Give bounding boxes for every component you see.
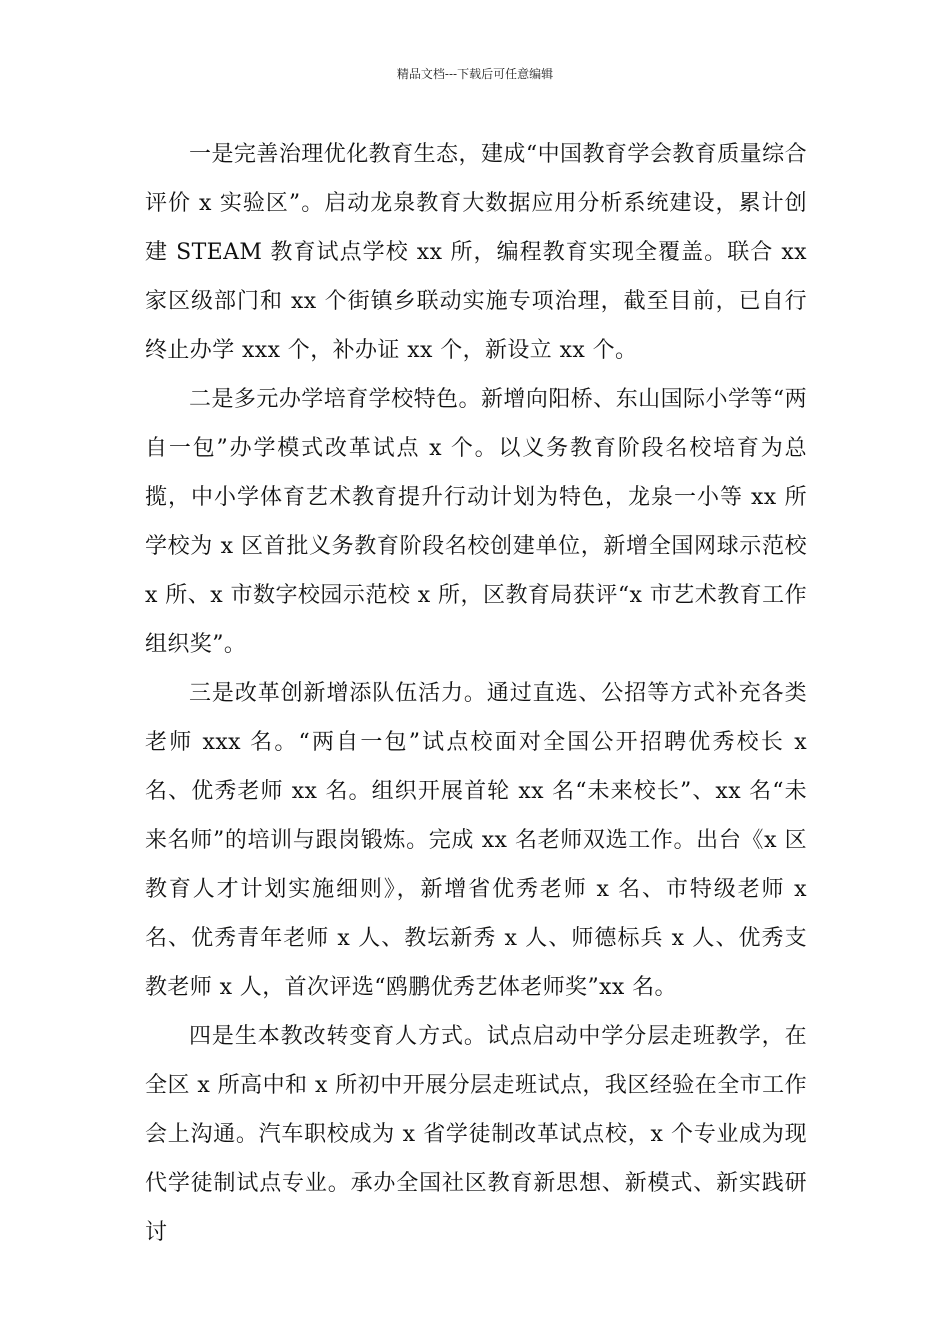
- paragraph-school-features: 二是多元办学培育学校特色。新增向阳桥、东山国际小学等“两自一包”办学模式改革试点 x 个。以义务教育阶段名校培育为总揽，中小学体育艺术教育提升行动计划为特色，龙泉一小等 xx 所学校为 x 区首批义务教育阶段名校创建单位，新增全国网球示范校 x 所、x 市数字校园示范校 x 所，区教育局获评“x 市艺术教育工作组织奖”。: [145, 387, 807, 657]
- paragraph-teacher-team: 三是改革创新增添队伍活力。通过直选、公招等方式补充各类老师 xxx 名。“两自一包”试点校面对全国公开招聘优秀校长 x 名、优秀老师 xx 名。组织开展首轮 xx 名“未来校长”、xx 名“未来名师”的培训与跟岗锻炼。完成 xx 名老师双选工作。出台《x 区教育人才计划实施细则》，新增省优秀老师 x 名、市特级老师 x 名、优秀青年老师 x 人、教坛新秀 x 人、师德标兵 x 人、优秀支教老师 x 人，首次评选“鸥鹏优秀艺体老师奖”xx 名。: [145, 681, 807, 1000]
- document-body: [145, 130, 807, 1257]
- paragraph-teaching-reform: 四是生本教改转变育人方式。试点启动中学分层走班教学，在全区 x 所高中和 x 所初中开展分层走班试点，我区经验在全市工作会上沟通。汽车职校成为 x 省学徒制改革试点校，x 个专业成为现代学徒制试点专业。承办全国社区教育新思想、新模式、新实践研讨: [145, 1024, 807, 1245]
- page-header: 精品文档---下载后可任意编辑: [396, 67, 554, 81]
- paragraph-governance: 一是完善治理优化教育生态，建成“中国教育学会教育质量综合评价 x 实验区”。启动龙泉教育大数据应用分析系统建设，累计创建 STEAM 教育试点学校 xx 所，编程教育实现全覆盖。联合 xx 家区级部门和 xx 个街镇乡联动实施专项治理，截至目前，已自行终止办学 xxx 个，补办证 xx 个，新设立 xx 个。: [145, 142, 807, 363]
